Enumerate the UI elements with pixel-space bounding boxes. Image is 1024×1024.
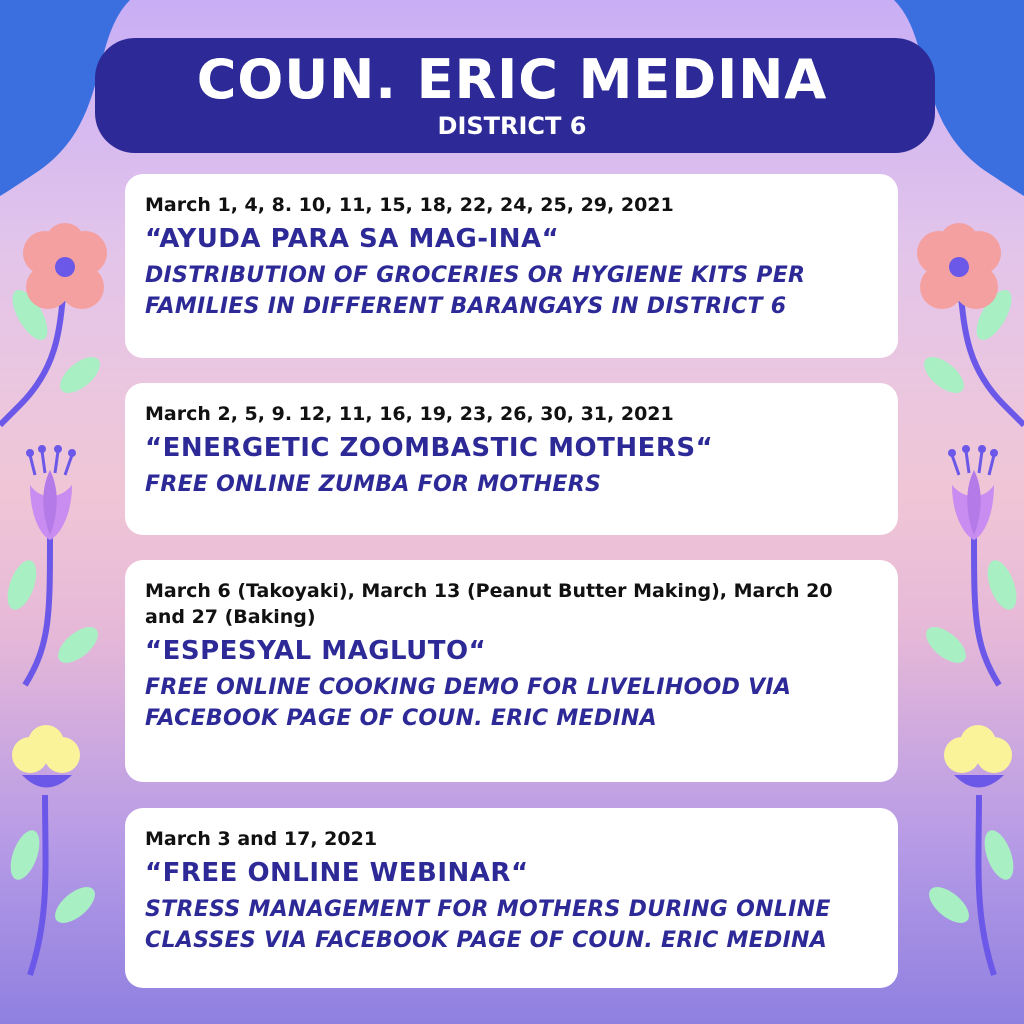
event-title: “AYUDA PARA SA MAG-INA“ xyxy=(145,224,560,254)
page-subtitle: DISTRICT 6 xyxy=(437,112,587,140)
event-description: FREE ONLINE ZUMBA FOR MOTHERS xyxy=(145,472,602,497)
left-flower-decoration xyxy=(0,215,120,1005)
event-dates: March 3 and 17, 2021 xyxy=(145,828,378,850)
purple-flower-icon xyxy=(26,445,76,540)
event-dates: March 1, 4, 8. 10, 11, 15, 18, 22, 24, 25, 29, 2021 xyxy=(145,194,674,216)
event-title: “ENERGETIC ZOOMBASTIC MOTHERS“ xyxy=(145,433,714,463)
pink-flower-icon xyxy=(917,223,1001,309)
event-description: FREE ONLINE COOKING DEMO FOR LIVELIHOOD VIA FACEBOOK PAGE OF COUN. ERIC MEDINA xyxy=(145,675,792,731)
event-dates: March 6 (Takoyaki), March 13 (Peanut Butter Making), March 20 and 27 (Baking) xyxy=(145,580,833,628)
yellow-flower-icon xyxy=(12,725,80,788)
event-card xyxy=(125,560,898,782)
event-card xyxy=(125,174,898,358)
event-title: “ESPESYAL MAGLUTO“ xyxy=(145,636,487,666)
right-flower-decoration xyxy=(904,215,1024,1005)
purple-flower-icon xyxy=(948,445,998,540)
event-card xyxy=(125,383,898,535)
event-description: DISTRIBUTION OF GROCERIES OR HYGIENE KITS PER FAMILIES IN DIFFERENT BARANGAYS IN DISTRICT 6 xyxy=(145,263,806,319)
event-card xyxy=(125,808,898,988)
page-title: COUN. ERIC MEDINA xyxy=(196,48,828,111)
event-description: STRESS MANAGEMENT FOR MOTHERS DURING ONLINE CLASSES VIA FACEBOOK PAGE OF COUN. ERIC MEDINA xyxy=(145,897,831,953)
pink-flower-icon xyxy=(23,223,107,309)
yellow-flower-icon xyxy=(944,725,1012,788)
event-dates: March 2, 5, 9. 12, 11, 16, 19, 23, 26, 30, 31, 2021 xyxy=(145,403,674,425)
event-title: “FREE ONLINE WEBINAR“ xyxy=(145,858,529,888)
